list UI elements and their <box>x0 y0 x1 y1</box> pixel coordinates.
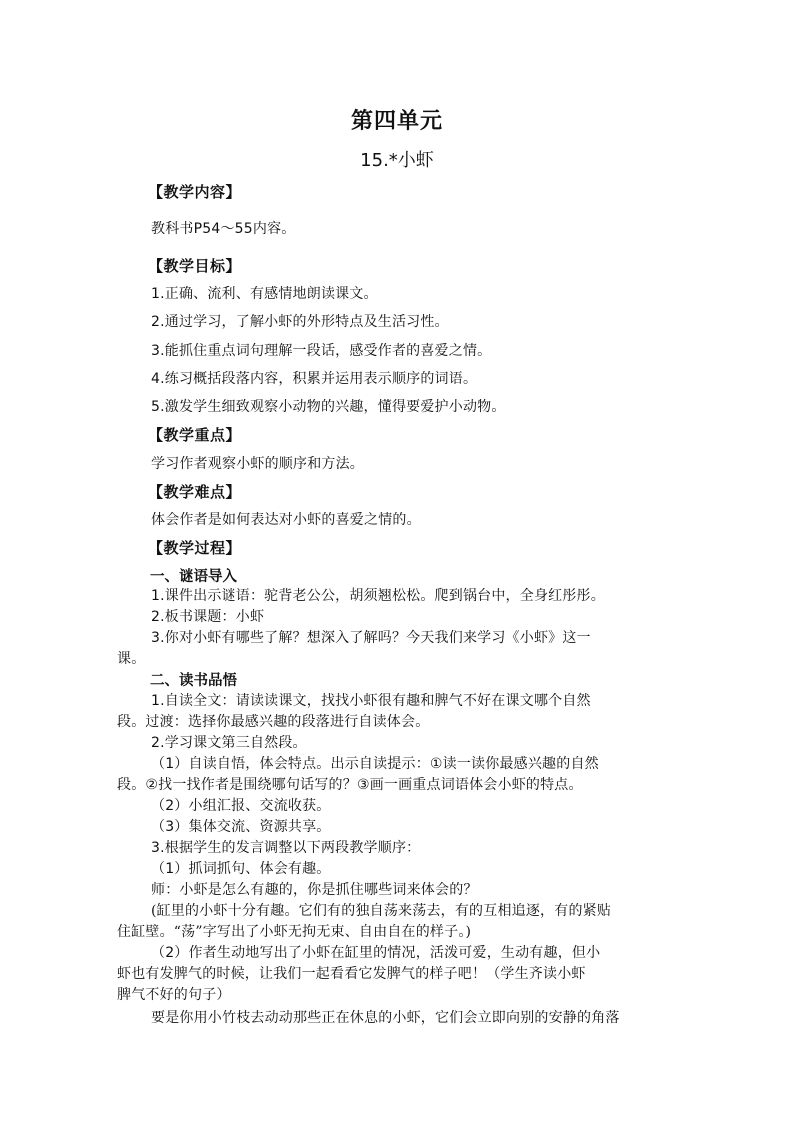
process-line: 1.自读全文：请读读课文，找找小虾很有趣和脾气不好在课文哪个自然 <box>151 693 591 709</box>
goal-item: 3.能抓住重点词句理解一段话，感受作者的喜爱之情。 <box>151 343 492 359</box>
lesson-title: 15.*小虾 <box>360 150 434 171</box>
section-heading-key-points: 【教学重点】 <box>148 426 242 444</box>
section-heading-goals: 【教学目标】 <box>148 257 242 275</box>
process-part1-heading: 一、谜语导入 <box>150 569 237 585</box>
section-heading-process: 【教学过程】 <box>148 539 242 557</box>
process-line: 1.课件出示谜语：驼背老公公，胡须翘松松。爬到锅台中，全身红彤彤。 <box>151 588 605 604</box>
key-points-text: 学习作者观察小虾的顺序和方法。 <box>151 456 364 472</box>
process-line: 住缸壁。“荡”字写出了小虾无拘无束、自由自在的样子。) <box>117 924 472 940</box>
process-line: 3.你对小虾有哪些了解？想深入了解吗？今天我们来学习《小虾》这一 <box>151 630 591 646</box>
process-line: 段。过渡：选择你最感兴趣的段落进行自读体会。 <box>117 714 430 730</box>
section-heading-difficulties: 【教学难点】 <box>148 483 242 501</box>
goal-item: 5.激发学生细致观察小动物的兴趣，懂得要爱护小动物。 <box>151 399 506 415</box>
process-line: (缸里的小虾十分有趣。它们有的独自荡来荡去，有的互相追逐，有的紧贴 <box>151 903 612 919</box>
process-line: 课。 <box>117 651 146 667</box>
process-line: 脾气不好的句子） <box>117 987 231 1003</box>
difficulties-text: 体会作者是如何表达对小虾的喜爱之情的。 <box>151 512 421 528</box>
process-line: 3.根据学生的发言调整以下两段教学顺序： <box>151 840 421 856</box>
unit-title: 第四单元 <box>350 109 443 134</box>
goal-item: 4.练习概括段落内容，积累并运用表示顺序的词语。 <box>151 371 478 387</box>
process-line: 要是你用小竹枝去动动那些正在休息的小虾，它们会立即向别的安静的角落 <box>151 1010 620 1026</box>
process-part2-heading: 二、读书品悟 <box>150 673 237 689</box>
process-line: 2.板书课题：小虾 <box>151 609 265 625</box>
process-line: （1）自读自悟，体会特点。出示自读提示：①读一读你最感兴趣的自然 <box>151 756 599 772</box>
process-line: （3）集体交流、资源共享。 <box>151 819 331 835</box>
section-heading-content: 【教学内容】 <box>148 183 242 201</box>
goal-item: 1.正确、流利、有感情地朗读课文。 <box>151 286 378 302</box>
goal-item: 2.通过学习，了解小虾的外形特点及生活习性。 <box>151 314 449 330</box>
process-line: 2.学习课文第三自然段。 <box>151 735 307 751</box>
content-text: 教科书P54～55内容。 <box>151 221 296 237</box>
process-line: （1）抓词抓句、体会有趣。 <box>151 861 331 877</box>
process-line: 虾也有发脾气的时候，让我们一起看看它发脾气的样子吧！（学生齐读小虾 <box>117 966 586 982</box>
process-line: （2）小组汇报、交流收获。 <box>151 798 331 814</box>
process-line: 段。②找一找作者是围绕哪句话写的？③画一画重点词语体会小虾的特点。 <box>117 777 583 793</box>
process-line: （2）作者生动地写出了小虾在缸里的情况，活泼可爱，生动有趣，但小 <box>151 945 601 961</box>
process-line: 师：小虾是怎么有趣的，你是抓住哪些词来体会的？ <box>151 882 478 898</box>
